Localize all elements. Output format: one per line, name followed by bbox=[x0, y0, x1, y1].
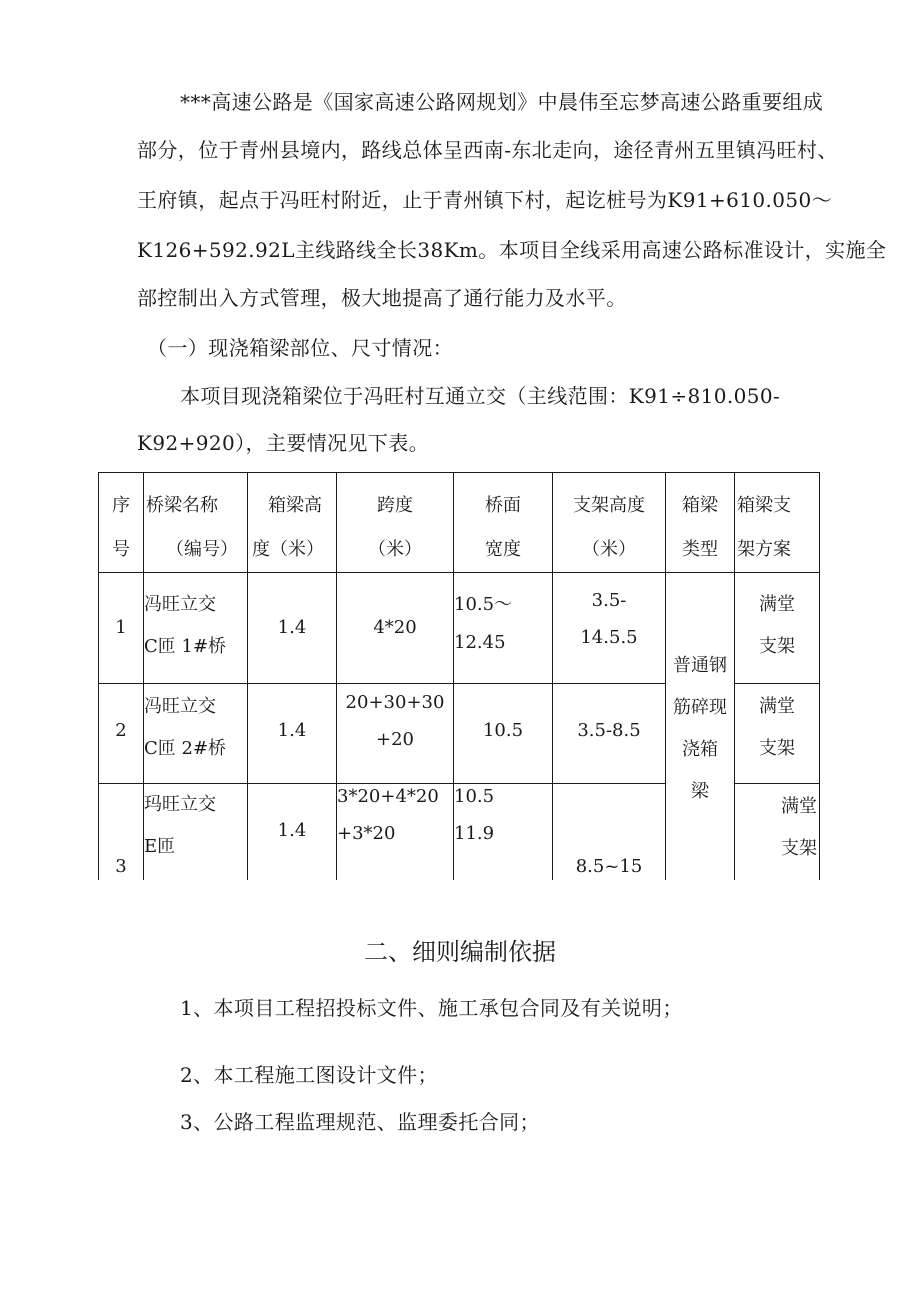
row-2-span: 20+30+30 +20 bbox=[337, 684, 454, 784]
row-2-width: 10.5 bbox=[454, 684, 553, 784]
row-2-name: 冯旺立交 C匝 2#桥 bbox=[144, 684, 248, 784]
header-bridge-name: 桥梁名称 （编号） bbox=[144, 473, 248, 573]
header-support-scheme: 箱梁支 架方案 bbox=[735, 473, 820, 573]
header-beam-height: 箱梁高 度（米） bbox=[248, 473, 337, 573]
row-2-support-height: 3.5-8.5 bbox=[553, 684, 666, 784]
row-3-no: 3 bbox=[99, 784, 144, 884]
row-1-scheme: 满堂 支架 bbox=[735, 573, 820, 684]
row-3-scheme: 满堂 支架 bbox=[735, 784, 820, 884]
row-1-no: 1 bbox=[99, 573, 144, 684]
header-deck-width: 桥面 宽度 bbox=[454, 473, 553, 573]
header-support-height: 支架高度 （米） bbox=[553, 473, 666, 573]
bridge-table bbox=[98, 472, 820, 884]
row-3-name: 玛旺立交 E匝 bbox=[144, 784, 248, 884]
row-3-height: 1.4 bbox=[248, 784, 337, 884]
header-span: 跨度 （米） bbox=[337, 473, 454, 573]
row-1-span: 4*20 bbox=[337, 573, 454, 684]
section-2-heading: 二、细则编制依据 bbox=[364, 938, 556, 966]
section-2-item-2: 2、本工程施工图设计文件； bbox=[180, 1063, 438, 1087]
row-1-name: 冯旺立交 C匝 1#桥 bbox=[144, 573, 248, 684]
row-2-scheme: 满堂 支架 bbox=[735, 684, 820, 784]
row-1-height: 1.4 bbox=[248, 573, 337, 684]
section-2-item-1: 1、本项目工程招投标文件、施工承包合同及有关说明； bbox=[180, 996, 683, 1020]
table-row bbox=[99, 573, 820, 684]
intro-line-3: 王府镇，起点于冯旺村附近，止于青州镇下村，起讫桩号为K91+610.050～ bbox=[137, 188, 833, 212]
intro-line-4: K126+592.92L主线路线全长38Km。本项目全线采用高速公路标准设计，实施全 bbox=[137, 238, 887, 262]
row-3-span: 3*20+4*20 +3*20 bbox=[337, 784, 454, 884]
section-1-title: （一）现浇箱梁部位、尺寸情况： bbox=[147, 336, 453, 360]
table-header-row bbox=[99, 473, 820, 573]
intro-line-2: 部分，位于青州县境内，路线总体呈西南-东北走向，途径青州五里镇冯旺村、 bbox=[137, 138, 838, 162]
row-1-support-height: 3.5- 14.5.5 bbox=[553, 573, 666, 684]
intro-line-1: ***高速公路是《国家高速公路网规划》中晨伟至忘梦高速公路重要组成 bbox=[180, 90, 824, 114]
table-page-cut bbox=[0, 880, 920, 886]
header-no: 序 号 bbox=[99, 473, 144, 573]
row-2-height: 1.4 bbox=[248, 684, 337, 784]
header-beam-type: 箱梁 类型 bbox=[666, 473, 735, 573]
row-3-support-height: 8.5~15 bbox=[553, 784, 666, 884]
beam-type-cell: 普通钢 筋碎现 浇箱 梁 bbox=[666, 573, 735, 884]
intro-line-5: 部控制出入方式管理，极大地提高了通行能力及水平。 bbox=[137, 286, 627, 310]
row-3-width: 10.5 11.9 bbox=[454, 784, 553, 884]
row-1-width: 10.5～ 12.45 bbox=[454, 573, 553, 684]
section-2-item-3: 3、公路工程监理规范、监理委托合同； bbox=[180, 1110, 540, 1134]
section-1-text-line-2: K92+920），主要情况见下表。 bbox=[137, 431, 430, 455]
row-2-no: 2 bbox=[99, 684, 144, 784]
section-1-text-line-1: 本项目现浇箱梁位于冯旺村互通立交（主线范围：K91÷810.050- bbox=[180, 384, 781, 408]
